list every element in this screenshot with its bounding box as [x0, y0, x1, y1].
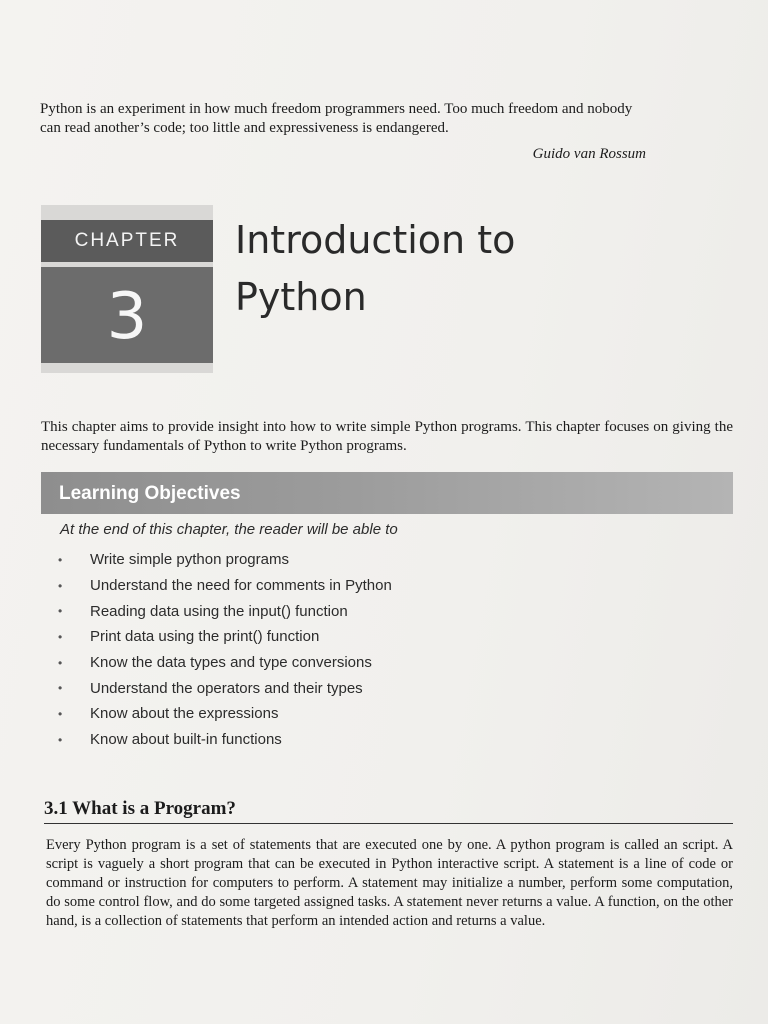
- chapter-number: 3: [106, 280, 148, 354]
- learning-objectives-title: Learning Objectives: [59, 483, 241, 504]
- objective-text: Know the data types and type conversions: [90, 654, 372, 672]
- objective-item: [55, 727, 392, 753]
- bullet-icon: •: [58, 732, 63, 747]
- objective-text: Print data using the print() function: [90, 628, 320, 646]
- objective-text: Reading data using the input() function: [90, 602, 348, 620]
- objective-item: [55, 650, 392, 676]
- learning-objectives-list: [55, 547, 392, 753]
- objective-item: [55, 675, 392, 701]
- bullet-icon: •: [58, 552, 63, 567]
- chapter-badge: [41, 205, 213, 373]
- bullet-icon: •: [58, 681, 63, 696]
- epigraph-author: Guido van Rossum: [532, 146, 646, 162]
- objective-text: Know about the expressions: [90, 705, 279, 723]
- learning-objectives-banner: [41, 472, 733, 514]
- bullet-icon: •: [58, 629, 63, 644]
- chapter-intro-paragraph: This chapter aims to provide insight into how to write simple Python programs. This chapter focuses on giving the necessary fundamentals of Python to write Python programs.: [41, 419, 733, 454]
- objective-text: Write simple python programs: [90, 551, 289, 569]
- objective-text: Understand the need for comments in Python: [90, 577, 392, 595]
- objective-item: [55, 598, 392, 624]
- chapter-title: [235, 212, 515, 326]
- bullet-icon: •: [58, 655, 63, 670]
- learning-objectives-intro: At the end of this chapter, the reader will be able to: [60, 521, 398, 538]
- epigraph-quote: Python is an experiment in how much freedom programmers need. Too much freedom and nobody can read another’s code; too little and expressiveness is endangered.: [40, 101, 633, 136]
- bullet-icon: •: [58, 578, 63, 593]
- objective-item: [55, 701, 392, 727]
- objective-text: Understand the operators and their types: [90, 679, 363, 697]
- objective-item: [55, 624, 392, 650]
- chapter-title-line-2: Python: [235, 275, 367, 319]
- chapter-label: CHAPTER: [74, 230, 180, 251]
- objective-item: [55, 573, 392, 599]
- bullet-icon: •: [58, 604, 63, 619]
- chapter-title-line-1: Introduction to: [235, 218, 516, 262]
- section-body-paragraph: Every Python program is a set of statements that are executed one by one. A python program is called an script. A script is vaguely a short program that can be executed in Python interactive script. A statement is a line of code or command or instruction for computers to perform. A statement may initialize a number, perform some computation, do some control flow, and do some targeted assigned tasks. A statement never returns a value. A function, on the other hand, is a collection of statements that perform an intended action and returns a value.: [46, 837, 733, 929]
- bullet-icon: •: [58, 706, 63, 721]
- objective-item: [55, 547, 392, 573]
- section-heading: 3.1 What is a Program?: [44, 798, 733, 824]
- objective-text: Know about built-in functions: [90, 731, 282, 749]
